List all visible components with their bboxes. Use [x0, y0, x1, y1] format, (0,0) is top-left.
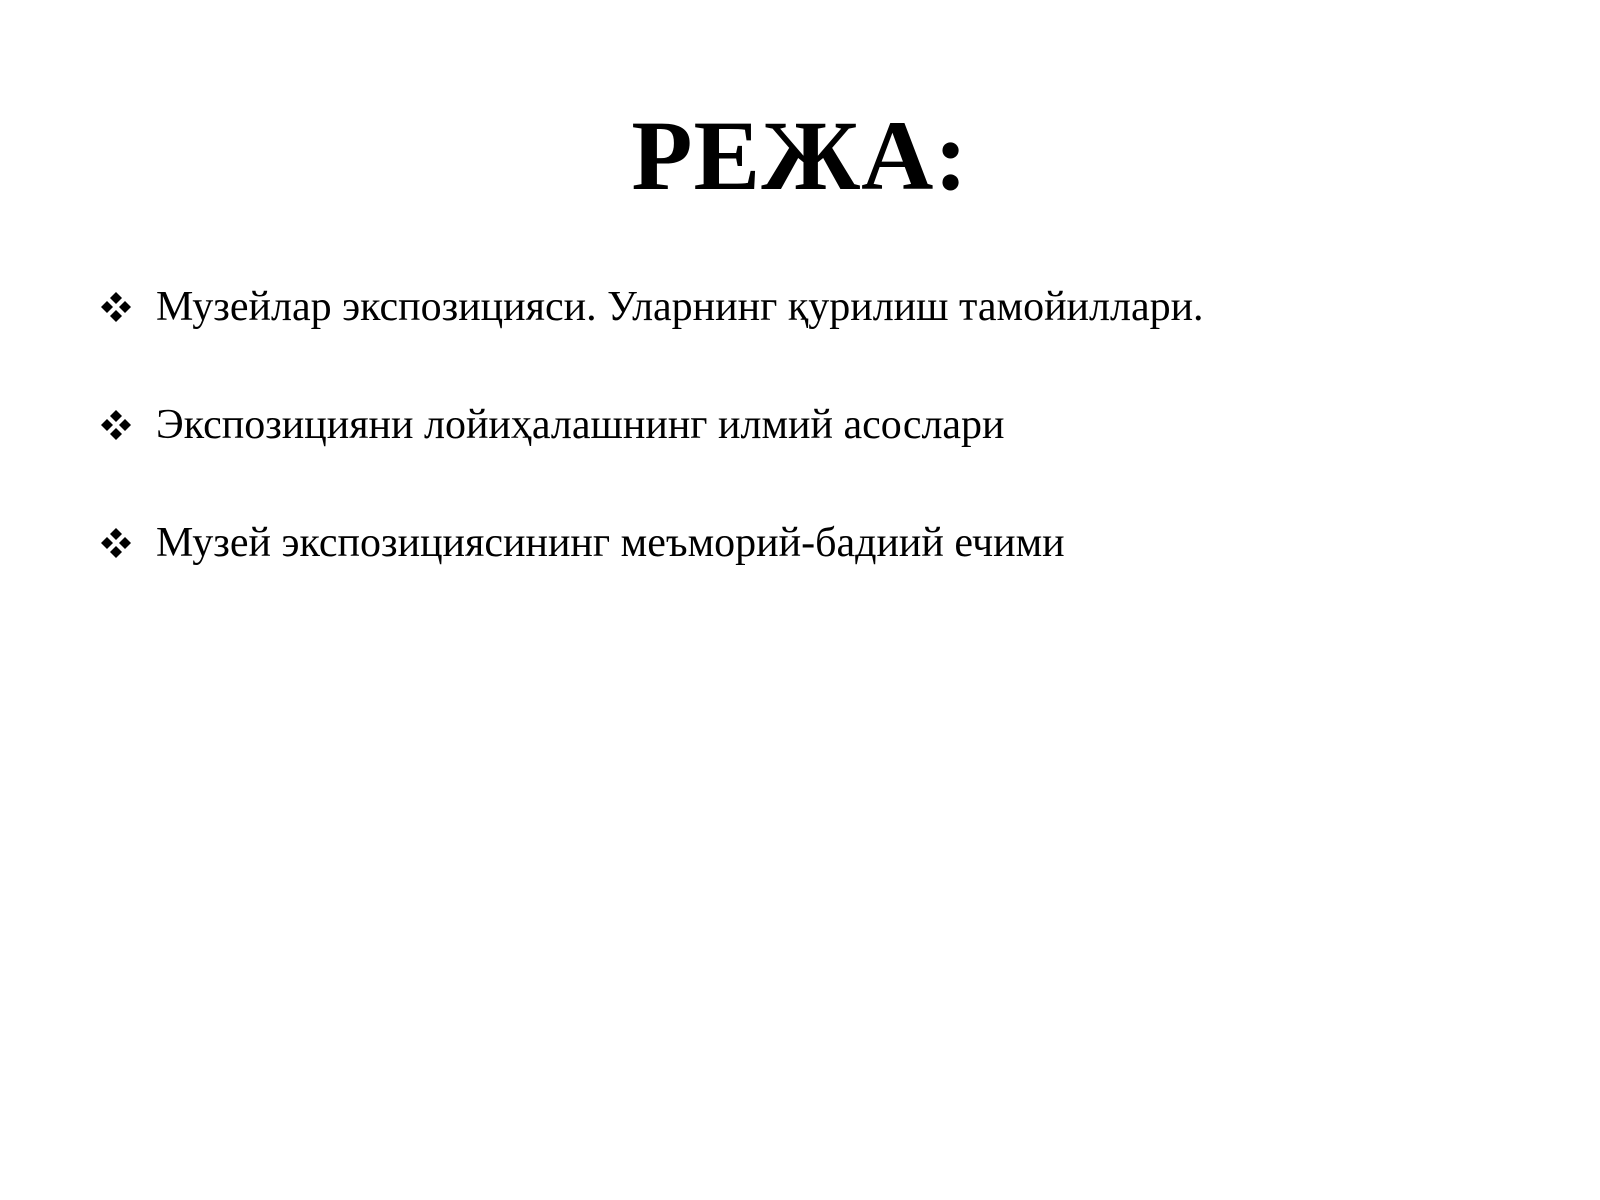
list-item-text: Музей экспозициясининг меъморий-бадиий ечими: [156, 520, 1065, 566]
list-item: [98, 518, 1518, 568]
list-item: [98, 400, 1518, 450]
list-item-text: Экспозицияни лойиҳалашнинг илмий асослари: [156, 402, 1005, 448]
four-diamonds-icon: [98, 525, 134, 561]
four-diamonds-icon: [98, 289, 134, 325]
list-item: [98, 282, 1518, 332]
list-item-text: Музейлар экспозицияси. Уларнинг қурилиш тамойиллари.: [156, 284, 1204, 330]
bullet-list: [98, 282, 1518, 636]
slide-title: РЕЖА:: [631, 100, 969, 211]
four-diamonds-icon: [98, 407, 134, 443]
